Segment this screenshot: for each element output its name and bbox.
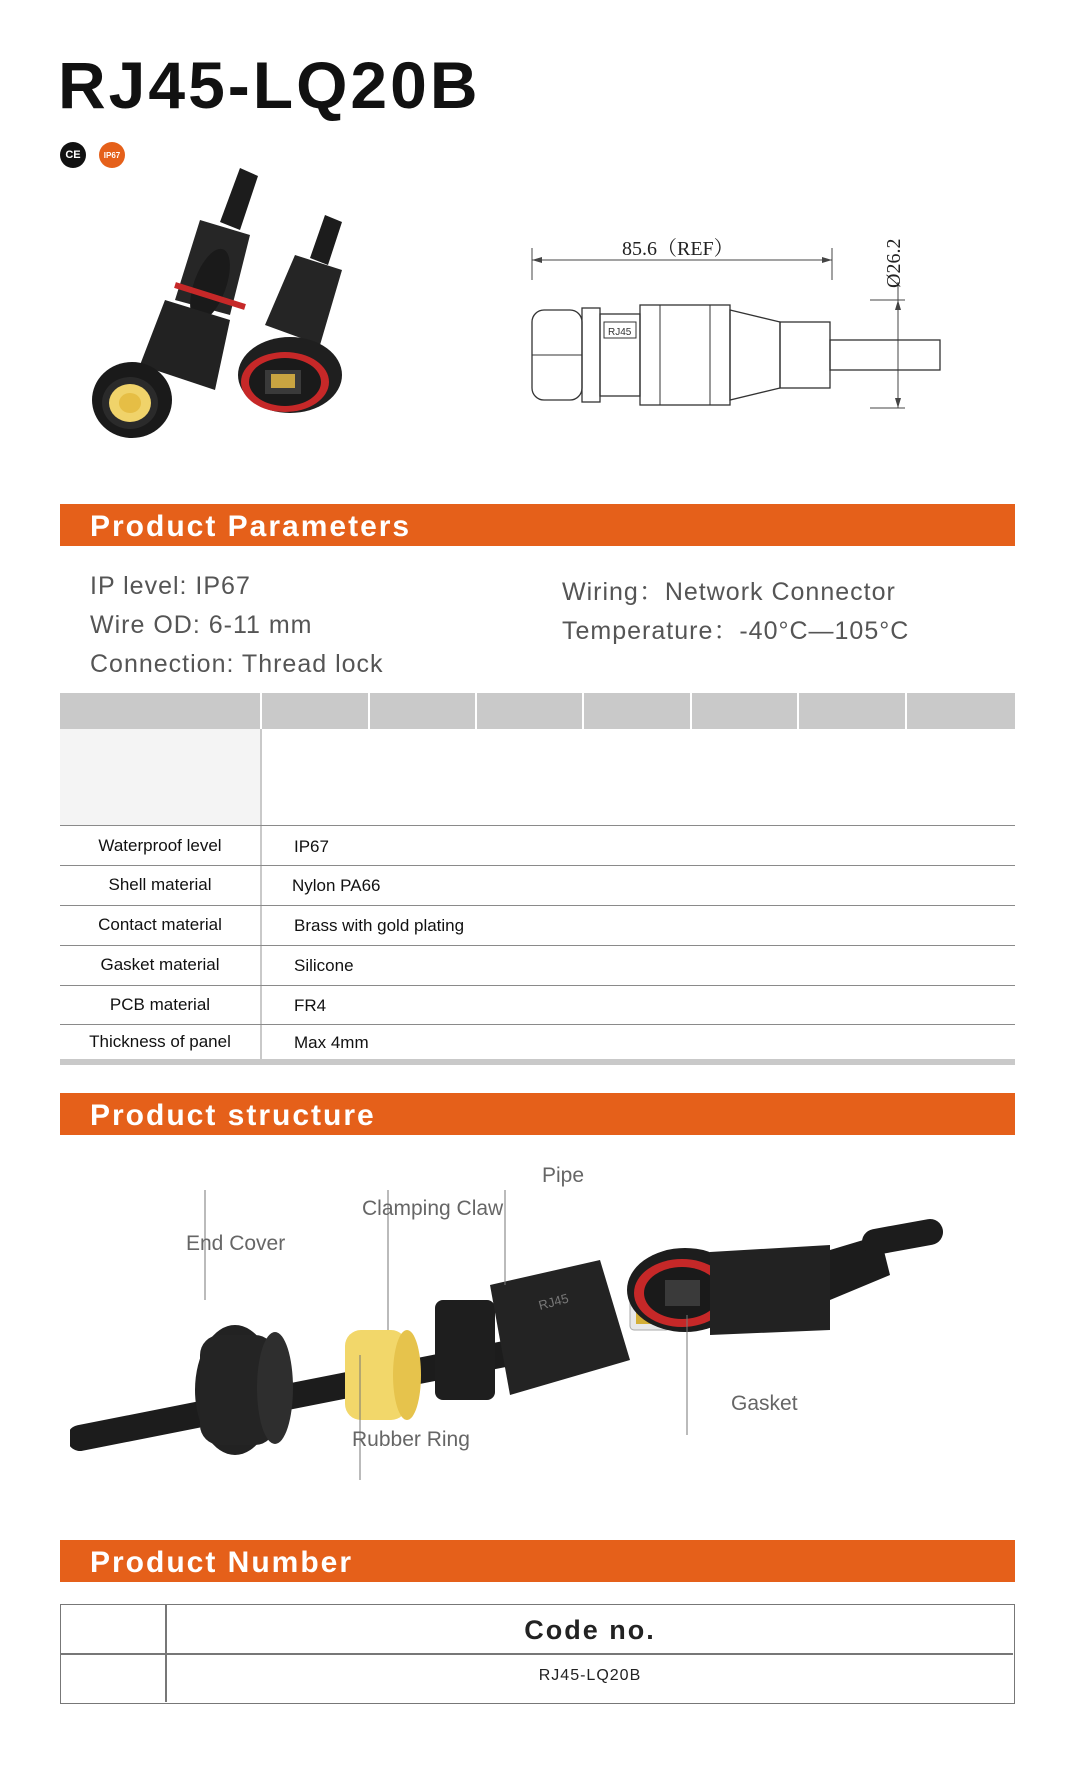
rubber-ring-part xyxy=(345,1330,421,1420)
row-value: Brass with gold plating xyxy=(294,916,465,935)
product-number-table xyxy=(60,1604,1015,1704)
product-code: RJ45-LQ20B xyxy=(538,1667,642,1684)
product-photo xyxy=(80,160,420,450)
ip67-badge-icon: IP67 xyxy=(99,142,125,168)
page-title: RJ45-LQ20B xyxy=(58,48,481,122)
param-wiring: Wiring：Network Connector xyxy=(562,578,896,606)
row-value: Nylon PA66 xyxy=(292,876,381,895)
row-value: FR4 xyxy=(294,996,327,1015)
row-value: IP67 xyxy=(294,837,329,856)
spec-table-divider xyxy=(260,729,262,1059)
parameters-section-header xyxy=(60,504,1015,546)
jack-connector-image xyxy=(238,215,342,413)
product-number-section-title: Product Number xyxy=(90,1546,354,1579)
row-label: Contact material xyxy=(98,915,222,934)
diameter-dimension: Ø26.2 xyxy=(883,238,905,288)
jack-part xyxy=(627,1232,930,1335)
structure-section-header xyxy=(60,1093,1015,1135)
spec-table-header xyxy=(60,693,1015,729)
row-value: Silicone xyxy=(294,956,354,975)
param-ip-level: IP level: IP67 xyxy=(90,572,251,600)
row-label: Waterproof level xyxy=(98,836,222,855)
row-label: Gasket material xyxy=(100,955,220,974)
label-rubber-ring: Rubber Ring xyxy=(352,1428,470,1451)
code-no-header: Code no. xyxy=(524,1615,656,1645)
dimension-drawing xyxy=(520,210,950,410)
row-label: Shell material xyxy=(108,875,212,894)
param-temperature: Temperature：-40°C—105°C xyxy=(562,617,910,645)
ce-mark-icon: CE xyxy=(60,142,86,168)
length-dimension: 85.6（REF） xyxy=(622,238,734,260)
structure-section-title: Product structure xyxy=(90,1099,376,1132)
label-clamping-claw: Clamping Claw xyxy=(362,1197,504,1220)
spec-table-label-column xyxy=(60,729,260,825)
label-end-cover: End Cover xyxy=(186,1232,286,1255)
plug-connector-image xyxy=(92,168,258,438)
label-pipe: Pipe xyxy=(542,1164,585,1187)
row-value: Max 4mm xyxy=(294,1033,369,1052)
plug-body-mark: RJ45 xyxy=(536,1290,571,1313)
drawing-body-mark: RJ45 xyxy=(608,327,632,338)
parameters-section-title: Product Parameters xyxy=(90,510,412,543)
spec-table-bottom-border xyxy=(60,1059,1015,1065)
label-gasket: Gasket xyxy=(731,1392,798,1415)
row-label: Thickness of panel xyxy=(89,1032,231,1051)
product-number-section-header xyxy=(60,1540,1015,1582)
end-cover-part xyxy=(195,1325,293,1455)
param-wire-od: Wire OD: 6-11 mm xyxy=(90,611,313,639)
param-connection: Connection: Thread lock xyxy=(90,650,384,678)
row-label: PCB material xyxy=(109,995,211,1014)
